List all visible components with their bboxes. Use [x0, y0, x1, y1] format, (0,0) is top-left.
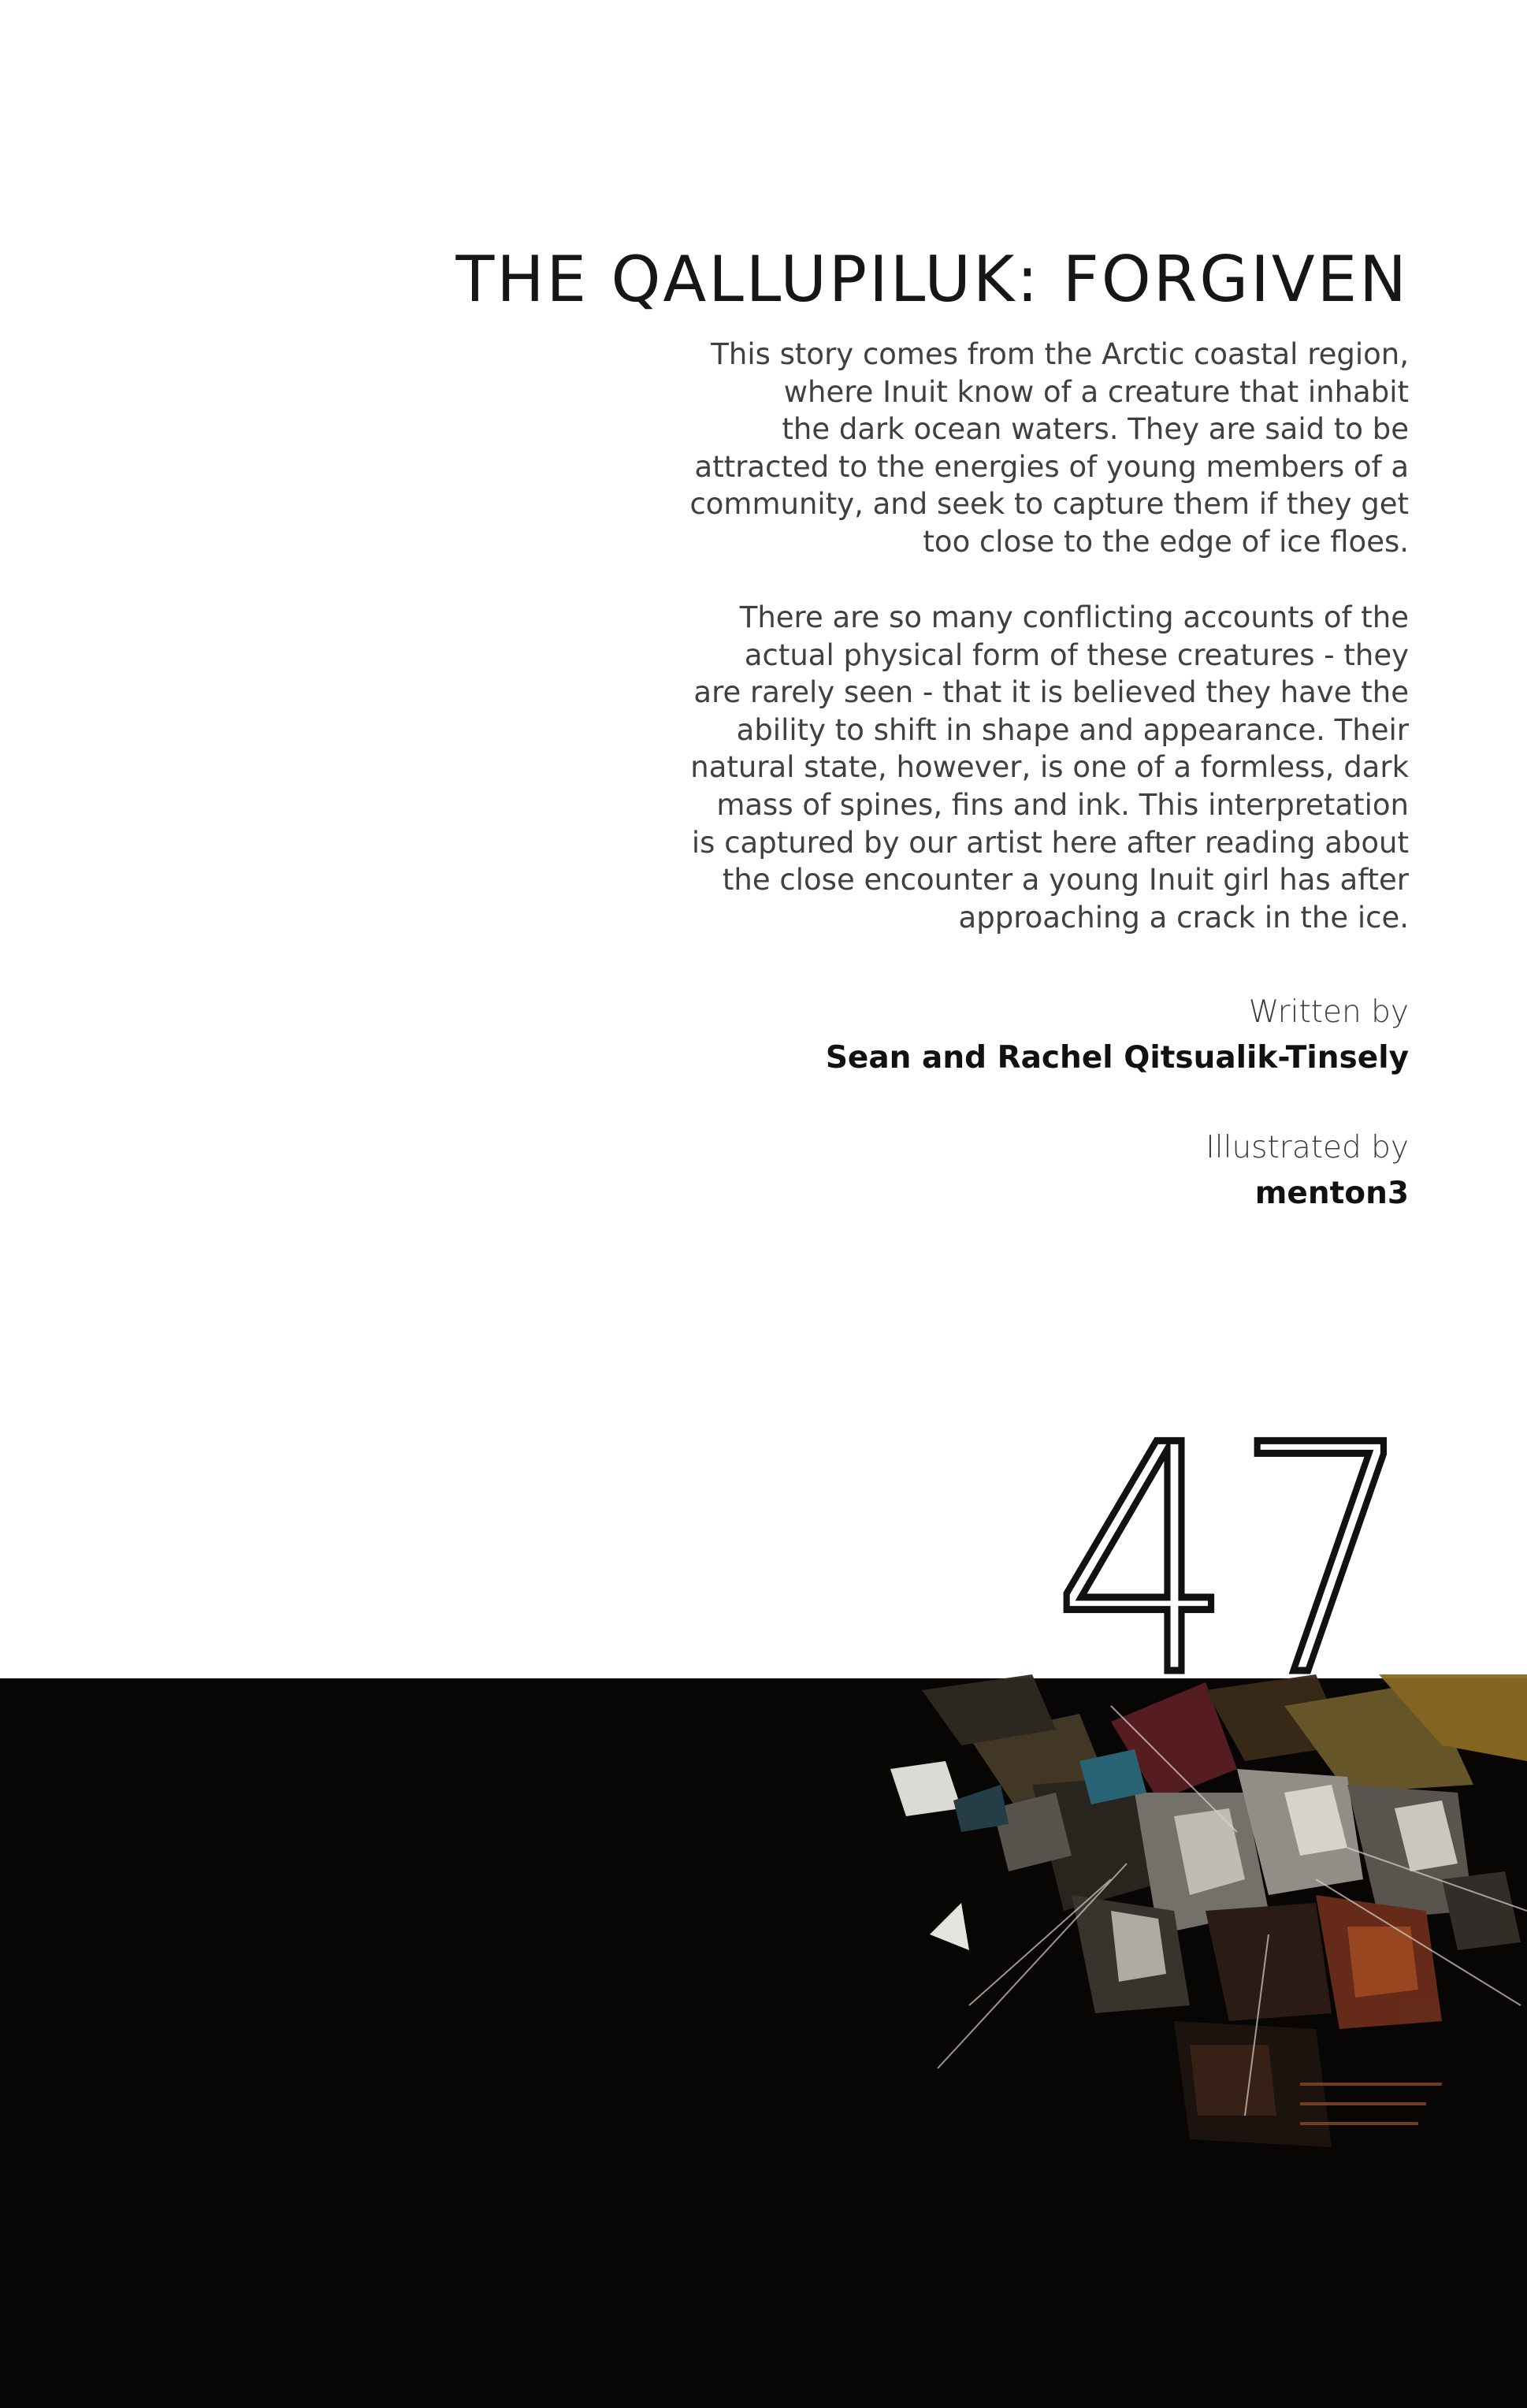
- page-number-text: 47: [1053, 1434, 1415, 1694]
- description-line: mass of spines, fins and ink. This interpretation: [716, 787, 1409, 822]
- intro-line: too close to the edge of ice floes.: [923, 524, 1409, 559]
- illustrator-name: menton3: [1254, 1176, 1409, 1211]
- description-line: is captured by our artist here after reading about: [691, 825, 1409, 860]
- description-line: are rarely seen - that it is believed they have the: [693, 675, 1409, 710]
- author-names: Sean and Rachel Qitsualik-Tinsely: [825, 1040, 1409, 1076]
- intro-line: community, and seek to capture them if they get: [689, 487, 1409, 522]
- description-paragraph: [621, 599, 1409, 936]
- description-line: There are so many conflicting accounts of the: [739, 600, 1409, 634]
- intro-paragraph: [621, 336, 1409, 561]
- description-line: ability to shift in shape and appearance. Their: [736, 712, 1409, 747]
- story-title: THE QALLUPILUK: FORGIVEN: [455, 243, 1409, 316]
- intro-line: where Inuit know of a creature that inhabit: [783, 374, 1409, 409]
- page-number: [1038, 1434, 1417, 1694]
- description-line: natural state, however, is one of a formless, dark: [690, 750, 1409, 785]
- description-line: actual physical form of these creatures - they: [744, 637, 1409, 672]
- intro-line: This story comes from the Arctic coastal region,: [711, 337, 1409, 371]
- written-by-label: Written by: [1248, 994, 1409, 1030]
- intro-line: the dark ocean waters. They are said to be: [782, 412, 1409, 447]
- illustrated-by-label: Illustrated by: [1206, 1130, 1409, 1165]
- creature-artwork: [875, 1674, 1527, 2187]
- description-line: the close encounter a young Inuit girl has after: [722, 863, 1409, 897]
- description-line: approaching a crack in the ice.: [958, 900, 1409, 935]
- intro-line: attracted to the energies of young members of a: [694, 449, 1409, 484]
